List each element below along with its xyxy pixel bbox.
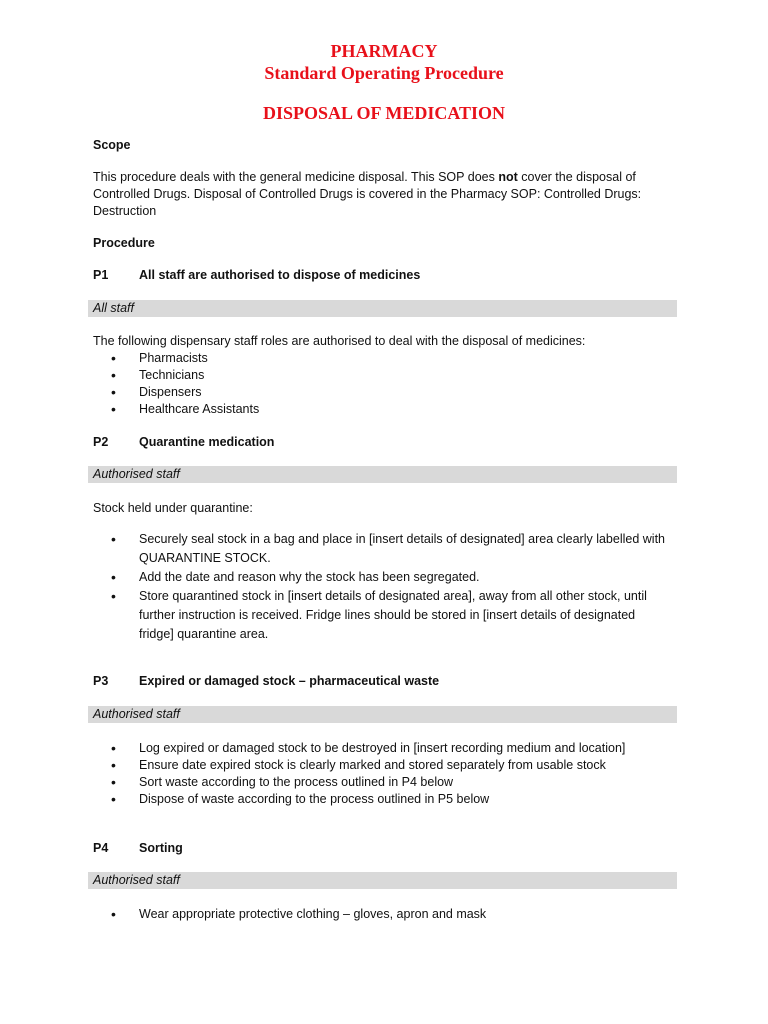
- header-sop: Standard Operating Procedure: [264, 63, 504, 83]
- list-item: • Ensure date expired stock is clearly marked and stored separately from usable stock: [111, 757, 671, 774]
- scope-text-1: This procedure deals with the general medicine disposal. This SOP does: [93, 170, 499, 184]
- list-item: • Dispensers: [111, 384, 671, 401]
- section-p2-role-bar: Authorised staff: [88, 466, 677, 483]
- document-header: [0, 40, 768, 124]
- section-p1-role-bar: All staff: [88, 300, 677, 317]
- list-item: • Pharmacists: [111, 350, 671, 367]
- section-p2-intro: Stock held under quarantine:: [93, 501, 253, 515]
- list-item: • Log expired or damaged stock to be destroyed in [insert recording medium and location]: [111, 740, 671, 757]
- scope-heading: Scope: [93, 138, 131, 152]
- section-p3-number: P3: [93, 674, 109, 688]
- section-p2-number: P2: [93, 435, 109, 449]
- list-item: • Technicians: [111, 367, 671, 384]
- section-p1-number: P1: [93, 268, 109, 282]
- list-item: • Store quarantined stock in [insert details of designated area], away from all other stock, until further instruction is received. Fridge lines should be stored in [insert details of designated fridge] quarantine area.: [111, 587, 671, 644]
- scope-text-bold: not: [498, 170, 518, 184]
- section-p4-title: Sorting: [139, 841, 183, 855]
- section-p1-heading: [93, 267, 420, 284]
- procedure-heading: Procedure: [93, 236, 155, 250]
- scope-paragraph: [93, 169, 663, 220]
- section-p4-list: [111, 906, 671, 923]
- list-item: • Sort waste according to the process outlined in P4 below: [111, 774, 671, 791]
- list-item: • Dispose of waste according to the process outlined in P5 below: [111, 791, 671, 808]
- list-item: • Add the date and reason why the stock has been segregated.: [111, 568, 671, 587]
- section-p3-role-bar: Authorised staff: [88, 706, 677, 723]
- section-p2-title: Quarantine medication: [139, 435, 275, 449]
- section-p3-heading: [93, 673, 439, 690]
- section-p2-heading: [93, 434, 274, 451]
- header-disposal: DISPOSAL OF MEDICATION: [262, 103, 506, 123]
- section-p1-title: All staff are authorised to dispose of medicines: [139, 268, 421, 282]
- list-item: • Securely seal stock in a bag and place in [insert details of designated] area clearly labelled with QUARANTINE STOCK.: [111, 530, 671, 568]
- list-item: • Wear appropriate protective clothing – gloves, apron and mask: [111, 906, 671, 923]
- list-item: • Healthcare Assistants: [111, 401, 671, 418]
- header-pharmacy: PHARMACY: [330, 41, 438, 61]
- section-p4-number: P4: [93, 841, 109, 855]
- section-p4-role-bar: Authorised staff: [88, 872, 677, 889]
- scope-text-2: cover the disposal of Controlled Drugs. Disposal of Controlled Drugs is covered in the Pharmacy SOP: Controlled Drugs: Destruction: [93, 170, 642, 218]
- section-p3-title: Expired or damaged stock – pharmaceutical waste: [139, 674, 440, 688]
- section-p1-list: [111, 350, 671, 418]
- section-p2-list: [111, 530, 671, 644]
- section-p4-heading: [93, 840, 183, 857]
- section-p1-intro: The following dispensary staff roles are authorised to deal with the disposal of medicines:: [93, 334, 586, 348]
- section-p3-list: [111, 740, 671, 808]
